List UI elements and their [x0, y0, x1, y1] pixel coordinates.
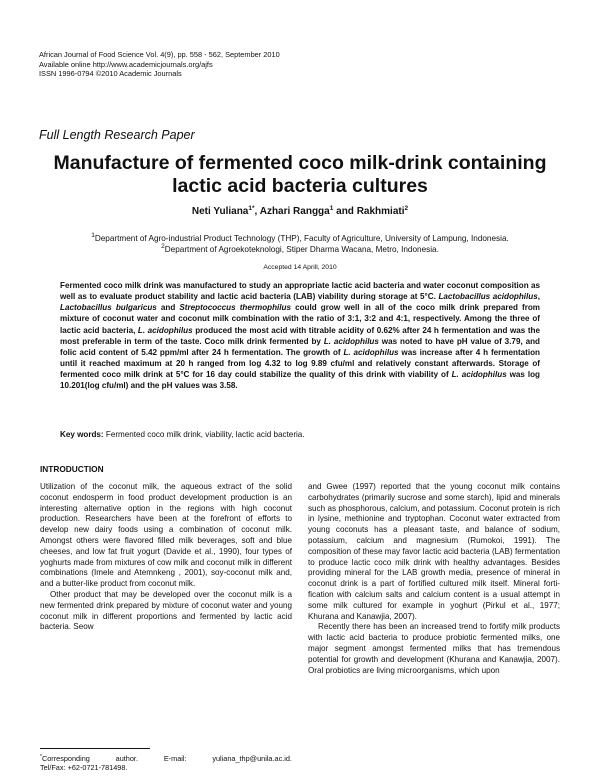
keywords-label: Key words:	[60, 430, 104, 439]
abstract-text: produced the most acid with titrable acidity of 0.62% after 24 h fermentation and was the most preferable in term of the taste. Coco milk drink fermented by	[60, 325, 540, 346]
keywords-text: Fermented coco milk drink, viability, lactic acid bacteria.	[103, 430, 305, 439]
author-separator: ,	[254, 206, 260, 217]
affiliation-text: Department of Agroekoteknologi, Stiper Dharma Wacana, Metro, Indonesia.	[164, 245, 439, 254]
abstract-text: could grow well in all of the coco milk drink prepared from mixture of coconut water and coconut milk combination with the ratio of 3:1, 3:2 and 4:1, respectively. Among the three of lactic acid bacteria,	[60, 303, 541, 335]
author-name: Azhari Rangga	[259, 206, 330, 217]
footnote-rule	[40, 748, 150, 749]
journal-issn: ISSN 1996-0794 ©2010 Academic Journals	[39, 69, 182, 79]
affiliation-mark: 1	[91, 232, 95, 239]
footnote-mark: *	[40, 754, 42, 760]
author-separator: and	[333, 206, 357, 217]
footnote-word: author.	[115, 754, 138, 763]
species-name: Streptococcus thermophilus	[179, 303, 291, 313]
species-name: L. acidophilus	[323, 336, 379, 346]
paragraph: and Gwee (1997) reported that the young coconut milk contains carbohydrates (primarily sucrose and some starch), lipid and minerals such as phosphorous, calcium, and potassium. Coconut protein is rich in lysine, methionine and tryptophan. Coconut water extracted from young coconuts has a pleasant taste, and balance of sodium, potassium, calcium and magnesium (Rumokoi, 1991). The composition of these may favor lactic acid bacteria (LAB) fermentation to produce lactic coco milk drink with healthy advantages. Besides providing mineral for the LAB growth media, presence of mineral in coconut drink is a part of fortified cultured milk itself. Mineral forti-fication with calcium salts and calcium content is a usual attempt in some milk cultured for example in yoghurt (Pirkul et al., 1977; Khurana and Kanawjia, 2007).	[308, 482, 560, 621]
author-list	[0, 206, 600, 217]
author-affiliation-mark: 1	[329, 205, 334, 212]
footnote-word: E-mail:	[163, 754, 187, 763]
journal-citation: African Journal of Food Science Vol. 4(9), pp. 558 - 562, September 2010	[39, 50, 280, 59]
abstract-text: was log 10.201(log cfu/ml) and the pH values was 3.58.	[60, 370, 540, 391]
affiliation-text: Department of Agro-industrial Product Technology (THP), Faculty of Agriculture, University of Lampung, Indonesia.	[94, 234, 509, 243]
affiliation-2	[0, 244, 600, 255]
species-name: Lactobacillus bulgaricus	[60, 303, 157, 313]
species-name: L. acidophilus	[137, 325, 193, 335]
footnote-telfax: Tel/Fax: +62-0721-781498.	[40, 763, 128, 773]
paper-type: Full Length Research Paper	[39, 128, 195, 142]
affiliation-1	[0, 233, 600, 244]
author-name: Neti Yuliana	[191, 206, 249, 217]
author-name: Rakhmiati	[356, 206, 405, 217]
journal-header	[39, 50, 280, 79]
email-address: yuliana_thp@unila.ac.id.	[212, 754, 292, 763]
keywords	[60, 430, 305, 439]
paper-title: Manufacture of fermented coco milk-drink containing lactic acid bacteria cultures	[53, 152, 547, 197]
body-column-left	[40, 482, 292, 633]
abstract-text: Fermented coco milk drink was manufactured to study an appropriate lactic acid bacteria and water coconut composition as well as to evaluate product stability and lactic acid bacteria (LAB) viability during storage at 5°C.	[60, 281, 540, 302]
section-heading-introduction: INTRODUCTION	[40, 464, 104, 474]
affiliations	[0, 233, 600, 255]
paragraph: Utilization of the coconut milk, the aqueous extract of the solid coconut endosperm in food product development production is an interesting alternative option in the regions with high coconut production. Researchers have been at the forefront of efforts to develop new dairy foods using a combination of coconut milk. Amongst others were flavored filled milk beverages, soft and blue cheeses, and low fat fruit yogurt (Davide et al., 1990), four types of yoghurts made from mixtures of cow milk and coconut milk in different combinations (Imele and Atemnkeng , 2001), soy-coconut milk and, and a butter-like product from coconut milk.	[40, 482, 292, 589]
paragraph: Other product that may be developed over the coconut milk is a new fermented drink prepared by mixture of coconut water and young coconut milk in different proportions and fermented by lactic acid bacteria. Seow	[40, 589, 292, 632]
paragraph: Recently there has been an increased trend to fortify milk products with lactic acid bacteria to produce probiotic fermented milks, one major segment amongst fermented milks that has tremendous potential for growth and development (Khurana and Kanawjia, 2007). Oral probiotics are living microorganisms, which upon	[308, 622, 560, 675]
author-affiliation-mark: 1*	[248, 205, 255, 212]
body-column-right	[308, 482, 560, 676]
footnote	[40, 754, 292, 773]
footnote-word: Corresponding	[41, 754, 90, 763]
abstract-text: was increase after 4 h fermentation until it reached maximum at 20 h ranged from log 4.32 to log 9.89 cfu/ml and relatively constant afterwards. Storage of fermented coco milk drink at 5°C for 16 day could stabilize the quality of this drink with viability of	[60, 347, 540, 380]
species-name: L. acidophilus	[343, 347, 399, 357]
footnote-label	[40, 754, 90, 763]
abstract-text: ,	[537, 292, 540, 302]
abstract-text: was noted to have pH value of 3.79, and folic acid content of 5.42 ppm/ml after 24 h fermentation. The growth of	[60, 336, 540, 357]
footnote-correspondence	[40, 754, 292, 763]
author-affiliation-mark: 2	[404, 205, 409, 212]
species-name: L. acidophilus	[451, 370, 507, 380]
affiliation-mark: 2	[161, 243, 165, 250]
accepted-date: Accepted 14 Aprill, 2010	[263, 264, 337, 271]
abstract	[60, 280, 540, 392]
abstract-text: and	[156, 303, 180, 313]
species-name: Lactobacillus acidophilus	[438, 292, 538, 302]
journal-url: Available online http://www.academicjournals.org/ajfs	[39, 59, 213, 69]
